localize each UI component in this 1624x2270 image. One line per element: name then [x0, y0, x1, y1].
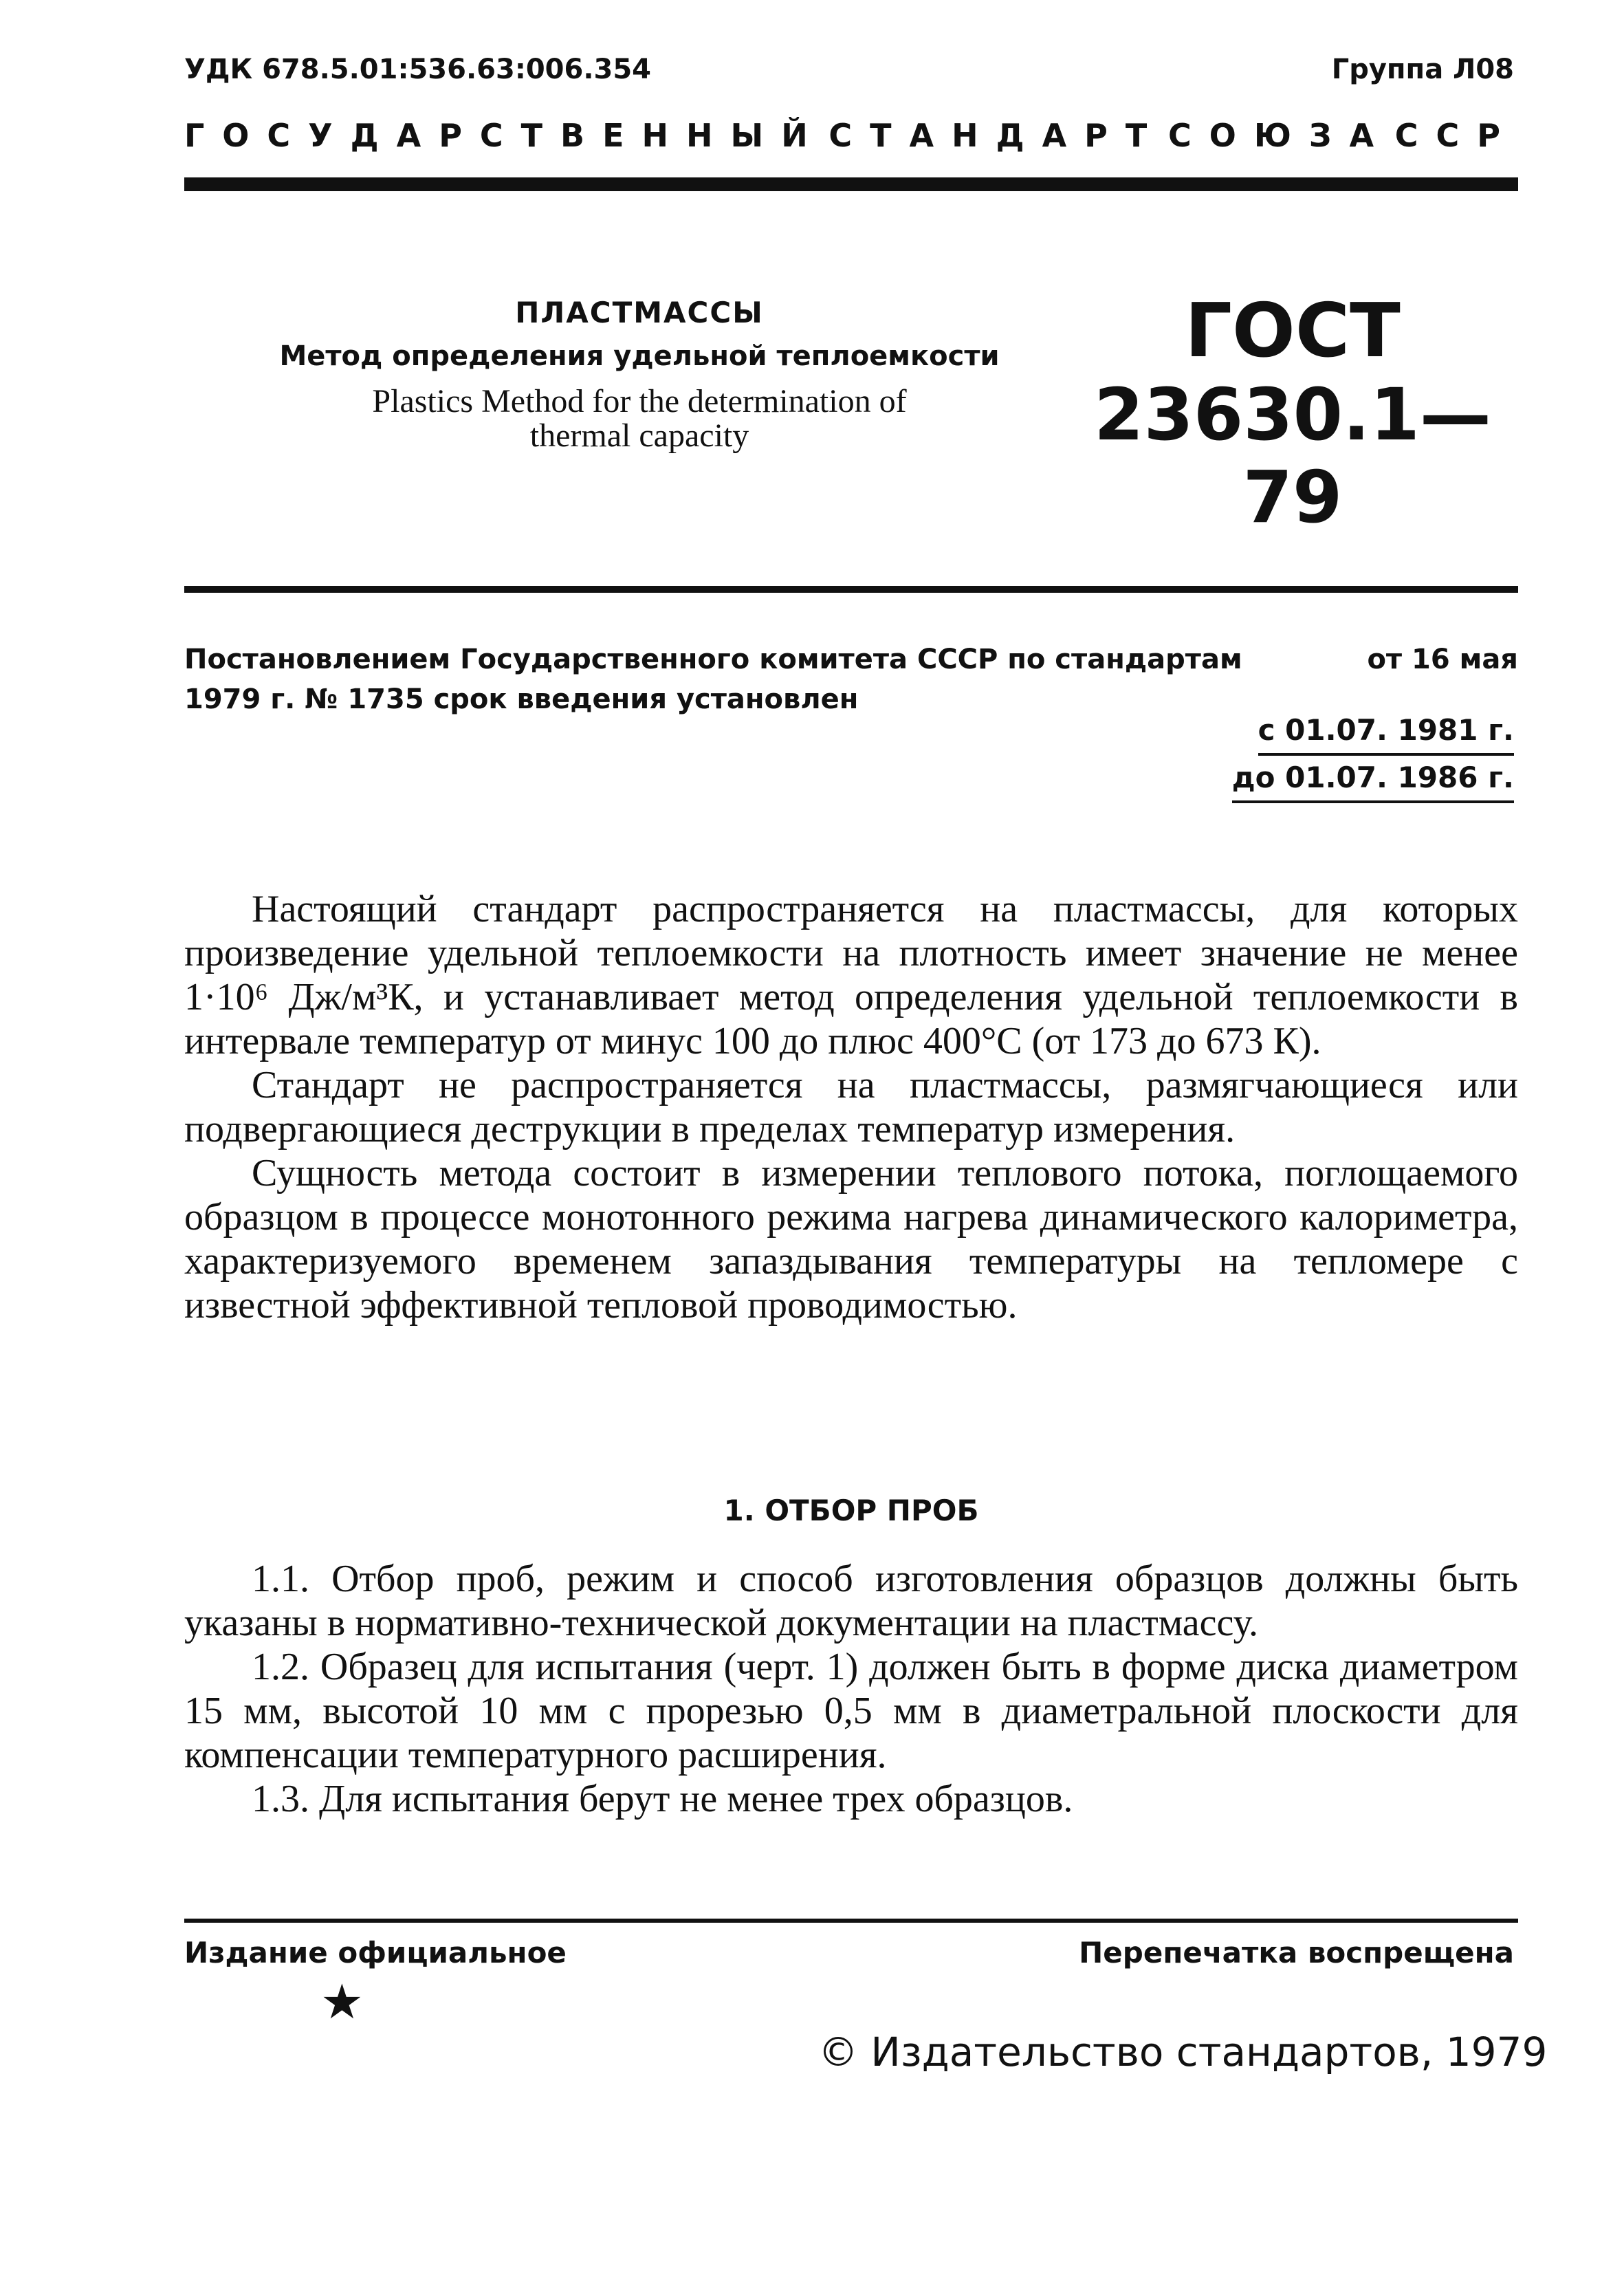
- decree-line1-left: Постановлением Государственного комитета СССР по стандартам: [184, 644, 1242, 675]
- state-standard-word-1: ГОСУДАРСТВЕННЫЙ: [184, 117, 826, 154]
- section-1-title: 1. ОТБОР ПРОБ: [723, 1494, 979, 1527]
- state-standard-word-3: СОЮЗА: [1167, 117, 1392, 154]
- state-standard-header: [184, 117, 1518, 154]
- official-edition-label: Издание официальное: [184, 1936, 567, 1969]
- footer-rule: [184, 1919, 1518, 1923]
- header-rule: [184, 177, 1518, 191]
- document-title: ПЛАСТМАССЫ: [515, 296, 764, 329]
- intro-paragraph-1: Настоящий стандарт распространяется на пластмассы, для которых произведение удельной теплоемкости на плотность имеет значение не менее 1·10⁶ Дж/м³К, и устанавливает метод определения удельной теплоемкости в интервале температур от минус 100 до плюс 400°С (от 173 до 673 К).: [184, 888, 1518, 1062]
- clause-1-1: 1.1. Отбор проб, режим и способ изготовления образцов должны быть указаны в нормативно-технической документации на пластмассу.: [184, 1558, 1518, 1644]
- clause-1-3: 1.3. Для испытания берут не менее трех образцов.: [252, 1778, 1073, 1820]
- gost-block: [1073, 289, 1513, 538]
- gost-number: 23630.1—79: [1094, 373, 1491, 539]
- gost-label: ГОСТ: [1185, 288, 1401, 374]
- reprint-prohibited-label: Перепечатка воспрещена: [1079, 1936, 1514, 1969]
- state-standard-word-2: СТАНДАРТ: [829, 117, 1165, 154]
- udk-code: УДК 678.5.01:536.63:006.354: [184, 54, 652, 85]
- intro-paragraph-2: Стандарт не распространяется на пластмассы, размягчающиеся или подвергающиеся деструкции в пределах температур измерения.: [184, 1064, 1518, 1150]
- section-1-text: [184, 1557, 1518, 1821]
- title-block: [248, 296, 1031, 454]
- document-subtitle-en-line2: thermal capacity: [529, 417, 749, 455]
- publisher-copyright: © Издательство стандартов, 1979: [818, 2029, 1548, 2075]
- intro-text: [184, 887, 1518, 1327]
- star-icon: ★: [320, 1976, 364, 2029]
- intro-paragraph-3: Сущность метода состоит в измерении теплового потока, поглощаемого образцом в процессе монотонного режима нагрева динамического калориметра, характеризуемого временем запаздывания температуры на тепломере с известной эффективной тепловой проводимостью.: [184, 1152, 1518, 1327]
- document-subtitle-en-line1: Plastics Method for the determination of: [372, 383, 907, 419]
- clause-1-2: 1.2. Образец для испытания (черт. 1) должен быть в форме диска диаметром 15 мм, высотой 10 мм с прорезью 0,5 мм в диаметральной плоскости для компенсации температурного расширения.: [184, 1646, 1518, 1776]
- effective-dates: [1232, 708, 1514, 803]
- decree-text: [184, 640, 1518, 719]
- date-to: до 01.07. 1986 г.: [1232, 756, 1514, 803]
- decree-line2: 1979 г. № 1735 срок введения установлен: [184, 684, 859, 715]
- title-rule: [184, 586, 1518, 593]
- state-standard-word-4: ССР: [1394, 117, 1518, 154]
- decree-line1-right: от 16 мая: [1367, 644, 1518, 675]
- group-code: Группа Л08: [1331, 54, 1514, 85]
- document-subtitle-ru: Метод определения удельной теплоемкости: [279, 340, 1000, 372]
- date-from: с 01.07. 1981 г.: [1258, 708, 1514, 756]
